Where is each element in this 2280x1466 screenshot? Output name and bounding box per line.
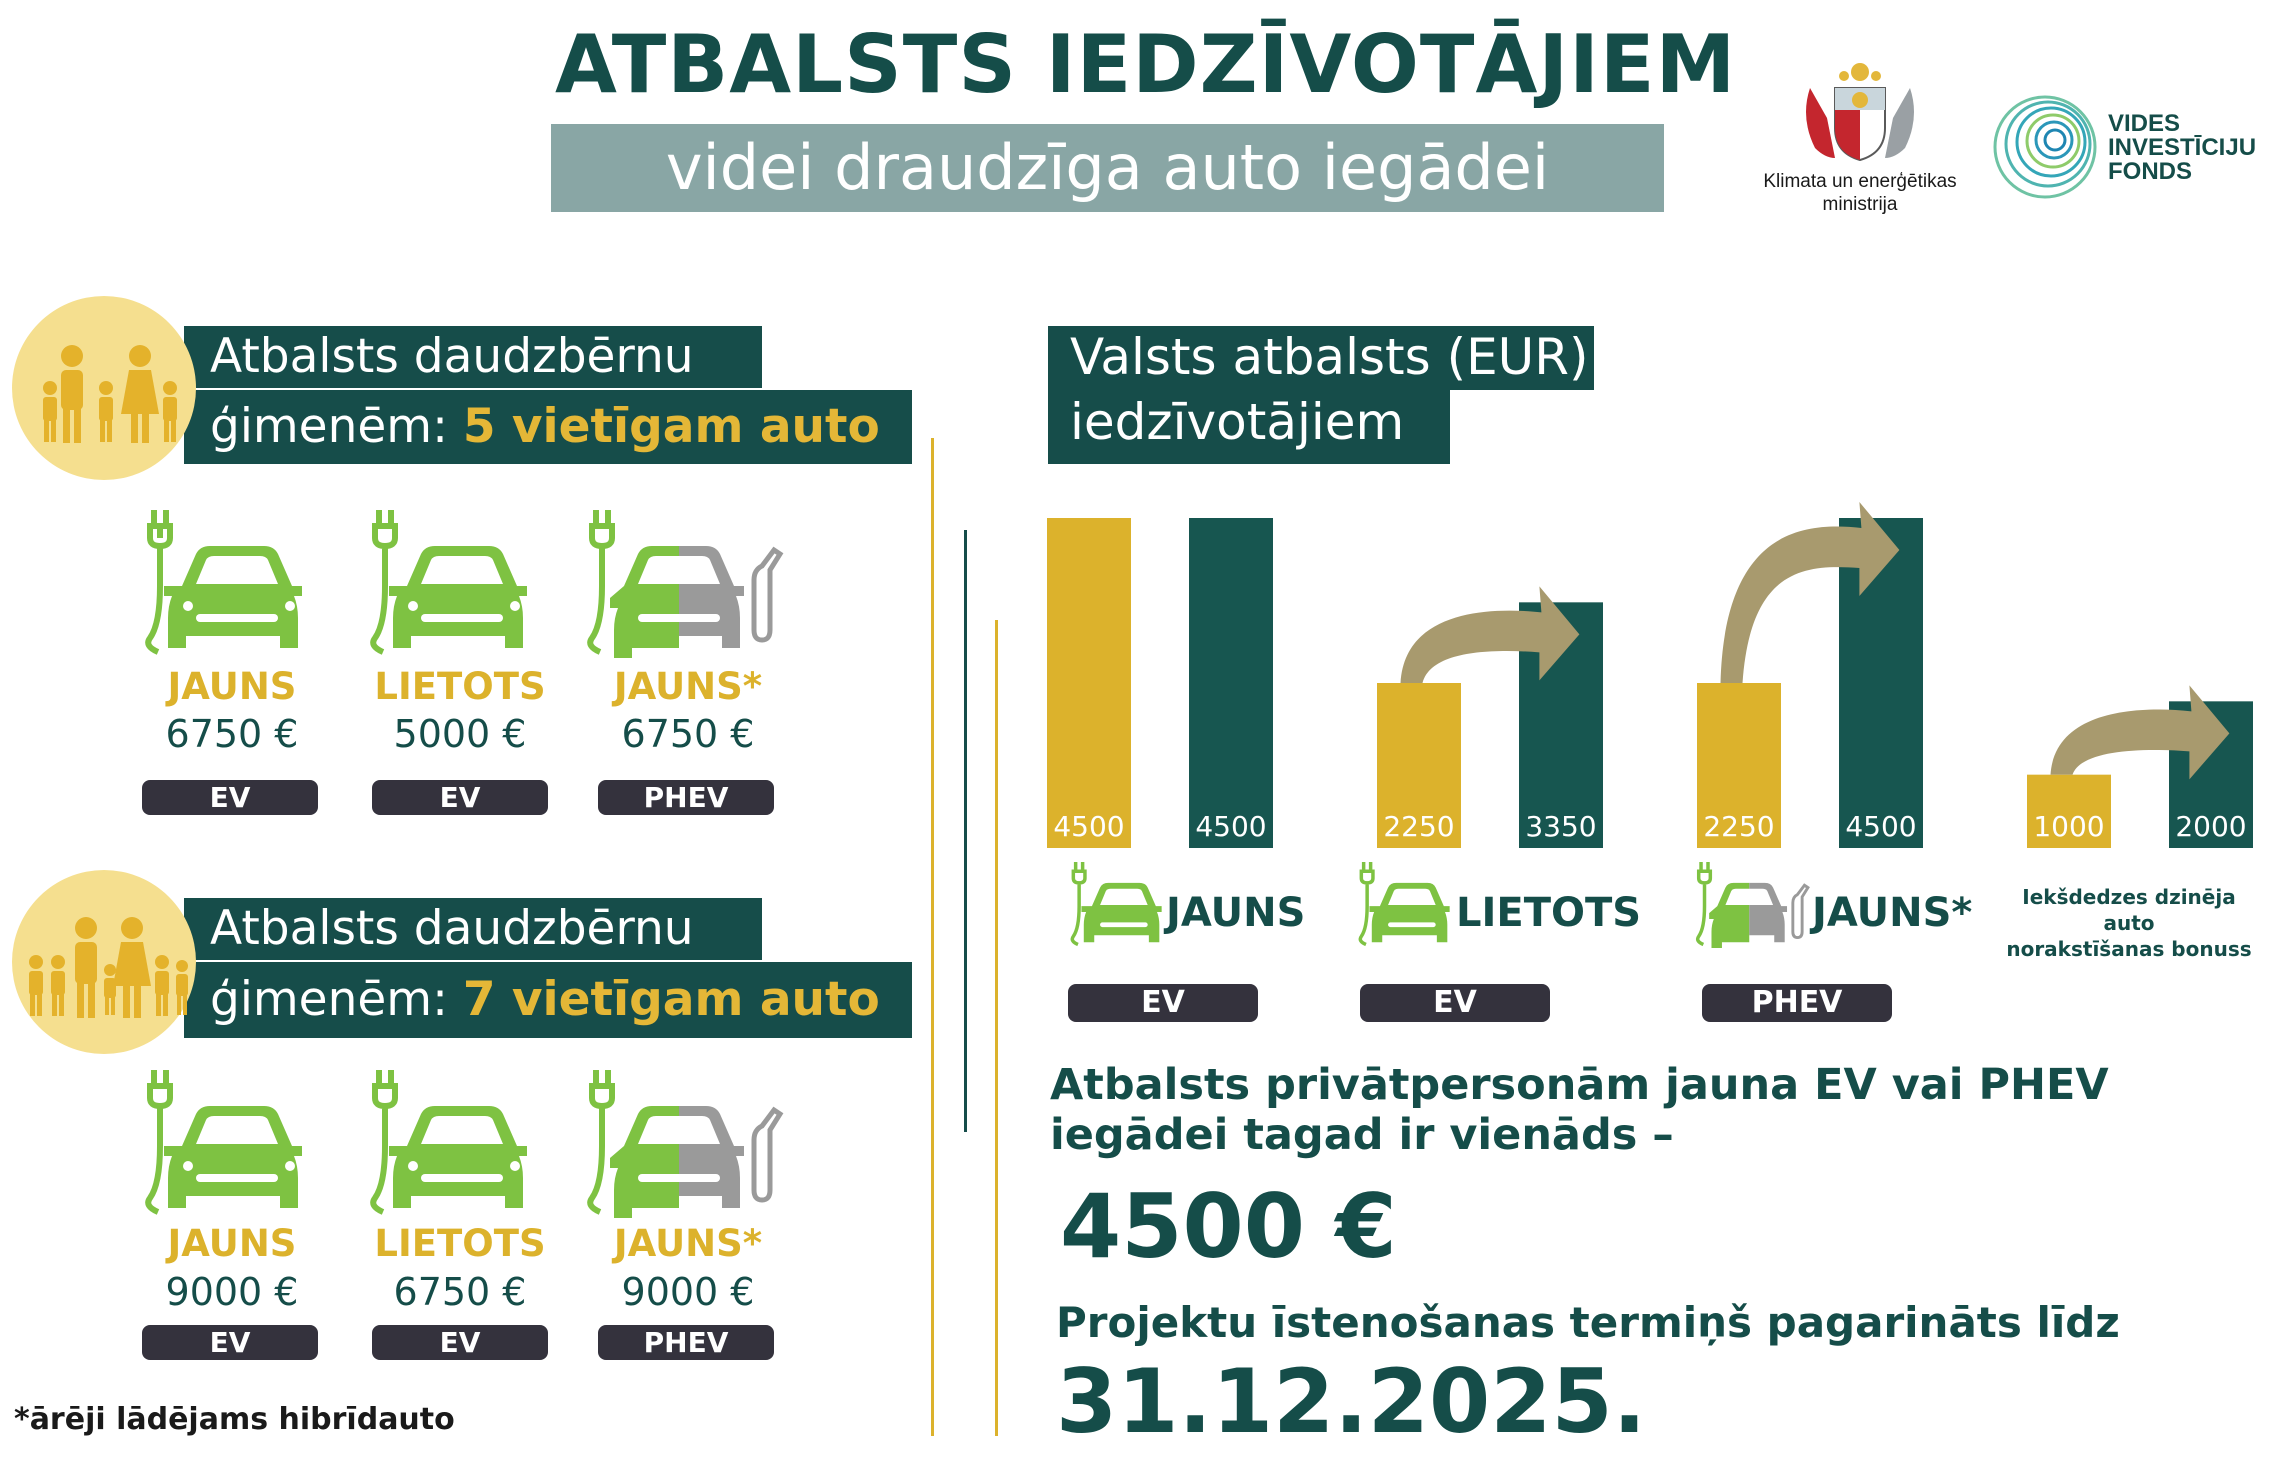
- coat-of-arms-logo: [1790, 58, 1930, 168]
- chart-category-label: JAUNS: [1166, 890, 1306, 936]
- car-price: 9000 €: [165, 1270, 299, 1314]
- support-note-line1: Atbalsts privātpersonām jauna EV vai PHEV: [1050, 1060, 2109, 1110]
- bar-value-label: 2000: [2175, 810, 2247, 843]
- support-note-line2: iegādei tagad ir vienāds –: [1050, 1110, 1674, 1160]
- chart-type-badge: PHEV: [1702, 984, 1892, 1022]
- chart-category-label: LIETOTS: [1456, 890, 1642, 936]
- ev-car-icon: [1346, 862, 1458, 948]
- vif-line2: INVESTĪCIJU: [2108, 134, 2257, 161]
- ministry-name: [1740, 170, 1980, 216]
- large-family-circle: [12, 870, 196, 1054]
- bonus-label-line2: norakstīšanas bonuss: [2006, 937, 2252, 961]
- chart-category-label: JAUNS*: [1812, 890, 1973, 936]
- ev-car-icon: [1058, 862, 1170, 948]
- bar-value-label: 4500: [1195, 810, 1267, 843]
- section2-line2: [184, 962, 912, 1038]
- car-price: 9000 €: [621, 1270, 755, 1314]
- phev-car-icon: [1686, 862, 1816, 948]
- car-status: LIETOTS: [374, 1222, 546, 1265]
- family-circle: [12, 296, 196, 480]
- phev-car-icon: [572, 510, 792, 658]
- bonus-label-line1: Iekšdedzes dzinēja auto: [2022, 885, 2236, 935]
- page-subtitle: videi draudzīga auto iegādei: [551, 124, 1664, 212]
- bar-value-label: 4500: [1845, 810, 1917, 843]
- car-status: JAUNS*: [613, 1222, 763, 1265]
- family-icon: [12, 296, 196, 480]
- divider-gold-left: [931, 438, 934, 1436]
- footnote: *ārēji lādējams hibrīdauto: [14, 1402, 455, 1437]
- phev-car-icon: [572, 1070, 792, 1218]
- vif-line1: VIDES: [2108, 110, 2181, 137]
- section2-prefix: ģimenēm:: [210, 972, 463, 1027]
- vif-logo-text: [2108, 112, 2256, 184]
- chart-type-badge: EV: [1360, 984, 1550, 1022]
- ev-car-icon: [130, 510, 310, 658]
- car-price: 6750 €: [165, 712, 299, 756]
- bar-value-label: 2250: [1703, 810, 1775, 843]
- bar-before: [1047, 518, 1131, 848]
- car-type-badge: PHEV: [598, 1325, 774, 1360]
- ministry-name-line1: Klimata un enerģētikas: [1763, 171, 1957, 192]
- deadline-text: Projektu īstenošanas termiņš pagarināts līdz: [1056, 1298, 2120, 1347]
- vif-ring-logo: [1990, 92, 2100, 202]
- support-amount: 4500 €: [1060, 1175, 1397, 1278]
- ev-car-icon: [355, 1070, 535, 1218]
- support-note: [1050, 1060, 2150, 1160]
- ev-car-icon: [355, 510, 535, 658]
- large-family-icon: [12, 870, 196, 1054]
- car-price: 6750 €: [393, 1270, 527, 1314]
- bar-value-label: 4500: [1053, 810, 1125, 843]
- vif-line3: FONDS: [2108, 158, 2192, 185]
- car-status: JAUNS: [167, 665, 297, 708]
- bonus-label: [2004, 884, 2254, 962]
- car-type-badge: EV: [142, 780, 318, 815]
- divider-teal: [964, 530, 967, 1132]
- car-status: LIETOTS: [374, 665, 546, 708]
- section1-prefix: ģimenēm:: [210, 399, 463, 454]
- car-status: JAUNS*: [613, 665, 763, 708]
- section1-highlight: 5 vietīgam auto: [462, 399, 880, 454]
- car-status: JAUNS: [167, 1222, 297, 1265]
- bar-value-label: 3350: [1525, 810, 1597, 843]
- chart-type-badge: EV: [1068, 984, 1258, 1022]
- car-type-badge: EV: [372, 780, 548, 815]
- section1-line1: Atbalsts daudzbērnu: [184, 326, 762, 388]
- section2-line1: Atbalsts daudzbērnu: [184, 898, 762, 960]
- chart-title-line2: iedzīvotājiem: [1048, 390, 1450, 464]
- section1-line2: [184, 390, 912, 464]
- support-bar-chart: [1030, 490, 2270, 860]
- deadline-date: 31.12.2025.: [1056, 1350, 1647, 1453]
- ministry-name-line2: ministrija: [1822, 194, 1898, 215]
- ev-car-icon: [130, 1070, 310, 1218]
- bar-after: [1189, 518, 1273, 848]
- chart-title-line1: Valsts atbalsts (EUR): [1048, 326, 1594, 390]
- bar-value-label: 2250: [1383, 810, 1455, 843]
- car-type-badge: EV: [142, 1325, 318, 1360]
- divider-gold-right: [995, 620, 998, 1436]
- car-type-badge: EV: [372, 1325, 548, 1360]
- page-title: ATBALSTS IEDZĪVOTĀJIEM: [555, 18, 1737, 111]
- bar-value-label: 1000: [2033, 810, 2105, 843]
- car-price: 5000 €: [393, 712, 527, 756]
- car-type-badge: PHEV: [598, 780, 774, 815]
- section2-highlight: 7 vietīgam auto: [462, 972, 880, 1027]
- car-price: 6750 €: [621, 712, 755, 756]
